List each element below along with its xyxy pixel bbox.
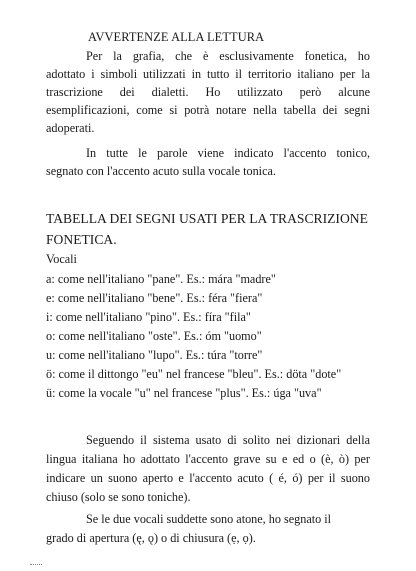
intro-line-5: adoperati. (46, 121, 95, 135)
page-corner-mark (30, 564, 42, 568)
closing-2-line-2: grado di apertura (ę, ǫ) o di chiusura (ẹ, ọ). (46, 531, 256, 545)
intro-line-1: Per la grafia, che è esclusivamente fonetica, ho (86, 49, 370, 63)
table-heading-line-2: FONETICA. (46, 232, 117, 247)
vocali-label: Vocali (46, 252, 77, 266)
accent-note-line-2: segnato con l'accento acuto sulla vocale tonica. (46, 164, 276, 178)
closing-1-line-2: lingua italiana ho adottato l'accento grave su e ed o (è, ò) per (46, 452, 370, 466)
vowel-row-u-umlaut: ü: come la vocale "u" nel francese "plus". Es.: úga "uva" (46, 386, 322, 400)
closing-1-line-1: Seguendo il sistema usato di solito nei dizionari della (86, 433, 370, 447)
table-heading-line-1: TABELLA DEI SEGNI USATI PER LA TRASCRIZIONE (46, 211, 368, 226)
vowel-row-e: e: come nell'italiano "bene". Es.: féra "fiera" (46, 291, 263, 305)
intro-line-3: trascrizione dei dialetti. Ho utilizzato però alcune (46, 85, 370, 99)
vowel-row-o: o: come nell'italiano "oste". Es.: óm "uomo" (46, 329, 262, 343)
vowel-row-a: a: come nell'italiano "pane". Es.: mára "madre" (46, 272, 276, 286)
intro-line-2: adottato i simboli utilizzati in tutto il territorio italiano per la (46, 67, 370, 81)
intro-line-4: esemplificazioni, come si potrà notare nella tabella dei segni (46, 103, 370, 117)
page-title: AVVERTENZE ALLA LETTURA (88, 30, 265, 44)
closing-2-line-1: Se le due vocali suddette sono atone, ho segnato il (86, 512, 332, 526)
vowel-row-i: i: come nell'italiano "pino". Es.: fíra "fila" (46, 310, 251, 324)
closing-1-line-3: indicare un suono aperto e l'accento acuto ( é, ó) per il suono (46, 471, 370, 485)
closing-1-line-4: chiuso (solo se sono toniche). (46, 490, 191, 504)
vowel-row-u: u: come nell'italiano "lupo". Es.: túra "torre" (46, 348, 263, 362)
accent-note-line-1: In tutte le parole viene indicato l'accento tonico, (86, 146, 370, 160)
vowel-row-o-umlaut: ö: come il dittongo "eu" nel francese "bleu". Es.: döta "dote" (46, 367, 342, 381)
